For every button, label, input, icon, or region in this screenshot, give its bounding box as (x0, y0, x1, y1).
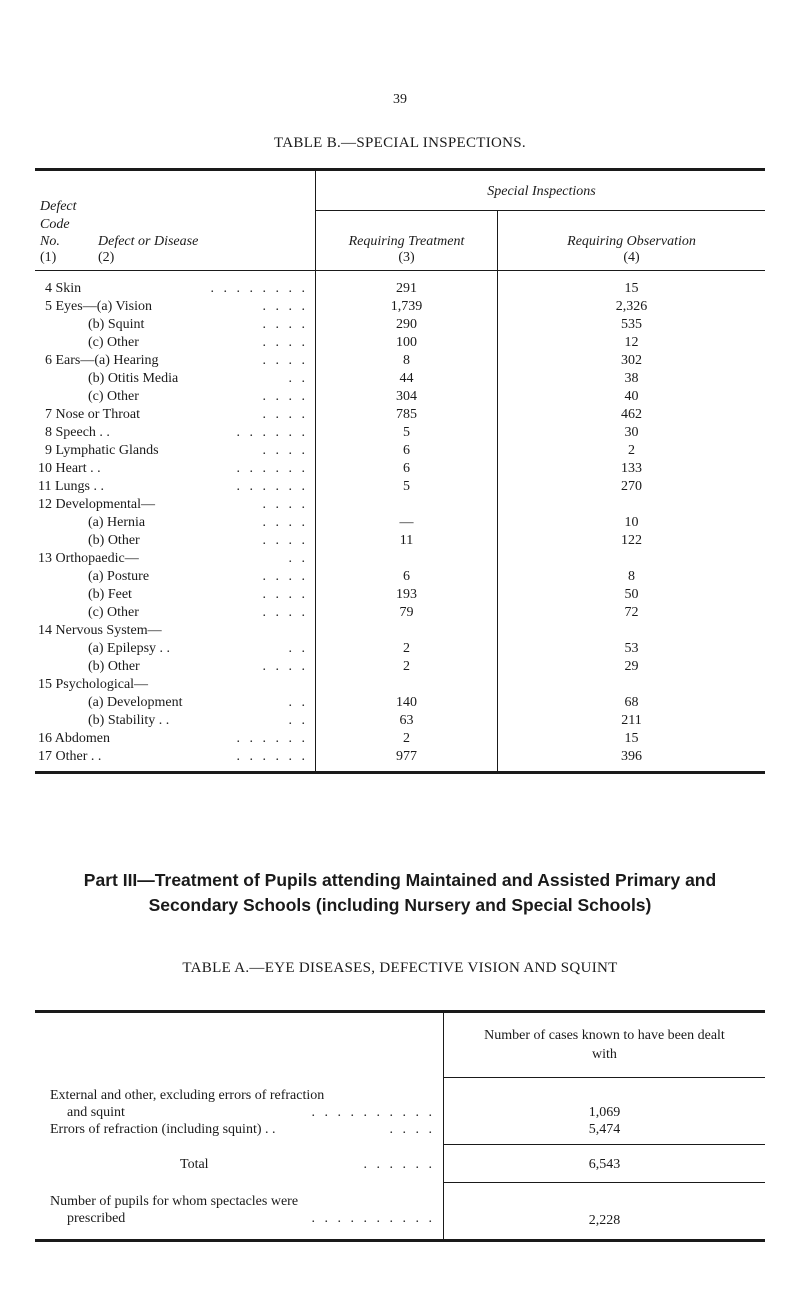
leader-dots: . . . . . . . . (210, 281, 308, 296)
treatment-value: 290 (396, 317, 417, 332)
leader-dots: . . . . (262, 389, 308, 404)
table-row-label: (b) Other (88, 659, 140, 674)
table-row-label: (a) Development (88, 695, 183, 710)
observation-value: 15 (624, 731, 639, 746)
table-row-label: 13 Orthopaedic— (38, 551, 139, 566)
treatment-value: 5 (403, 479, 410, 494)
table-a-header-rule (444, 1077, 765, 1078)
observation-value: 72 (624, 605, 639, 620)
table-row-label: (a) Epilepsy . . (88, 641, 171, 656)
leader-dots: . . . . (262, 659, 308, 674)
table-row-label: 4 Skin (45, 281, 82, 296)
treatment-value: 8 (403, 353, 410, 368)
total-label: Total (180, 1157, 209, 1172)
table-row-label: 5 Eyes—(a) Vision (45, 299, 152, 314)
observation-value: 53 (624, 641, 639, 656)
table-row-label: 12 Developmental— (38, 497, 156, 512)
treatment-value: 5 (403, 425, 410, 440)
col3-header: (3) (398, 250, 415, 265)
observation-value: 10 (624, 515, 639, 530)
table-row-label: 15 Psychological— (38, 677, 149, 692)
treatment-value: 140 (396, 695, 417, 710)
leader-dots: . . (288, 551, 308, 566)
table-b-header-rule (35, 270, 765, 271)
leader-dots: . . . . (262, 317, 308, 332)
treatment-value: 291 (396, 281, 417, 296)
treatment-value: 44 (399, 371, 414, 386)
table-row-label: (b) Otitis Media (88, 371, 179, 386)
spectacles-value: 2,228 (588, 1213, 621, 1228)
special-inspections-header: Special Inspections (487, 184, 596, 199)
col1-header: (1) (40, 250, 57, 265)
leader-dots: . . . . . . (363, 1157, 435, 1172)
observation-value: 8 (628, 569, 635, 584)
leader-dots: . . . . (262, 299, 308, 314)
requiring-observation-header: Requiring Observation (567, 234, 696, 249)
leader-dots: . . . . (262, 605, 308, 620)
treatment-value: 6 (403, 461, 410, 476)
observation-value: 15 (624, 281, 639, 296)
treatment-value: 79 (399, 605, 414, 620)
leader-dots: . . . . (389, 1122, 435, 1137)
spectacles-label-2: prescribed (67, 1211, 126, 1226)
table-row-label: (c) Other (88, 605, 139, 620)
code-header: Code (40, 217, 70, 232)
table-row-label: 14 Nervous System— (38, 623, 162, 638)
observation-value: 2 (628, 443, 635, 458)
treatment-value: 785 (396, 407, 417, 422)
table-row-label: 16 Abdomen (38, 731, 110, 746)
treatment-value: 2 (403, 659, 410, 674)
table-a-title: TABLE A.—EYE DISEASES, DEFECTIVE VISION AND SQUINT (182, 960, 618, 976)
leader-dots: . . . . (262, 569, 308, 584)
observation-value: 12 (624, 335, 639, 350)
leader-dots: . . (288, 695, 308, 710)
leader-dots: . . . . (262, 515, 308, 530)
col2-header: (2) (98, 250, 115, 265)
requiring-treatment-header: Requiring Treatment (348, 234, 465, 249)
leader-dots: . . . . . . . . . . (311, 1105, 435, 1120)
treatment-value: 977 (396, 749, 417, 764)
table-row-label: (c) Other (88, 389, 139, 404)
leader-dots: . . . . (262, 353, 308, 368)
treatment-value: 2 (403, 641, 410, 656)
leader-dots: . . . . (262, 335, 308, 350)
observation-value: 462 (621, 407, 642, 422)
no-header: No. (40, 234, 60, 249)
leader-dots: . . . . (262, 533, 308, 548)
cases-dealt-with-header: Number of cases known to have been dealt with (484, 1028, 725, 1062)
leader-dots: . . (288, 713, 308, 728)
table-row-label: 7 Nose or Throat (45, 407, 140, 422)
treatment-value: 6 (403, 569, 410, 584)
table-a-total-rule (444, 1182, 765, 1183)
table-b-top-rule (35, 168, 765, 171)
defect-header: Defect (40, 199, 77, 214)
observation-value: 29 (624, 659, 639, 674)
observation-value: 30 (624, 425, 639, 440)
table-row-label: 10 Heart . . (38, 461, 101, 476)
treatment-value: 2 (403, 731, 410, 746)
leader-dots: . . . . . . (236, 461, 308, 476)
observation-value: 2,326 (615, 299, 648, 314)
observation-value: 302 (621, 353, 642, 368)
table-row-label: (a) Hernia (88, 515, 146, 530)
leader-dots: . . (288, 641, 308, 656)
table-b-title: TABLE B.—SPECIAL INSPECTIONS. (274, 135, 526, 151)
observation-value: 68 (624, 695, 639, 710)
table-row-label: (b) Feet (88, 587, 132, 602)
table-row-label: (a) Posture (88, 569, 150, 584)
table-row-label: 9 Lymphatic Glands (45, 443, 159, 458)
external-other-label-2: and squint (67, 1105, 125, 1120)
total-value: 6,543 (588, 1157, 621, 1172)
observation-value: 40 (624, 389, 639, 404)
observation-value: 270 (621, 479, 642, 494)
table-a-bottom-rule (35, 1239, 765, 1242)
observation-value: 211 (621, 713, 642, 728)
table-row-label: 6 Ears—(a) Hearing (45, 353, 159, 368)
leader-dots: . . . . . . (236, 425, 308, 440)
leader-dots: . . . . (262, 443, 308, 458)
observation-value: 133 (621, 461, 642, 476)
treatment-value: 1,739 (390, 299, 423, 314)
treatment-value: 304 (396, 389, 417, 404)
observation-value: 122 (621, 533, 642, 548)
observation-value: 535 (621, 317, 642, 332)
treatment-value: — (399, 515, 414, 530)
table-row-label: 8 Speech . . (45, 425, 110, 440)
page-number: 39 (393, 92, 407, 107)
leader-dots: . . . . (262, 407, 308, 422)
observation-value: 396 (621, 749, 642, 764)
treatment-value: 193 (396, 587, 417, 602)
spectacles-label: Number of pupils for whom spectacles were (50, 1194, 299, 1209)
col4-header: (4) (623, 250, 640, 265)
table-row-label: (b) Other (88, 533, 140, 548)
leader-dots: . . (288, 371, 308, 386)
defect-or-disease-header: Defect or Disease (98, 234, 199, 249)
leader-dots: . . . . . . (236, 731, 308, 746)
observation-value: 50 (624, 587, 639, 602)
table-a-subtotal-rule (444, 1144, 765, 1145)
external-other-value: 1,069 (588, 1105, 621, 1120)
part-iii-heading: Part III—Treatment of Pupils attending Maintained and Assisted Primary and Secondary Schools (including Nursery and Special Schools) (83, 870, 717, 915)
table-a-top-rule (35, 1010, 765, 1013)
treatment-value: 63 (399, 713, 414, 728)
treatment-value: 6 (403, 443, 410, 458)
leader-dots: . . . . . . . . . . (311, 1211, 435, 1226)
refraction-errors-label: Errors of refraction (including squint) . . (50, 1122, 276, 1137)
treatment-value: 11 (399, 533, 414, 548)
table-row-label: 17 Other . . (38, 749, 102, 764)
leader-dots: . . . . . . (236, 749, 308, 764)
refraction-errors-value: 5,474 (588, 1122, 621, 1137)
leader-dots: . . . . (262, 497, 308, 512)
table-row-label: (b) Squint (88, 317, 145, 332)
treatment-value: 100 (396, 335, 417, 350)
external-other-label: External and other, excluding errors of refraction (50, 1088, 325, 1103)
table-row-label: (c) Other (88, 335, 139, 350)
table-b-bottom-rule (35, 771, 765, 774)
leader-dots: . . . . (262, 587, 308, 602)
table-row-label: (b) Stability . . (88, 713, 170, 728)
observation-value: 38 (624, 371, 639, 386)
leader-dots: . . . . . . (236, 479, 308, 494)
table-row-label: 11 Lungs . . (38, 479, 104, 494)
special-inspections-rule (316, 210, 765, 211)
